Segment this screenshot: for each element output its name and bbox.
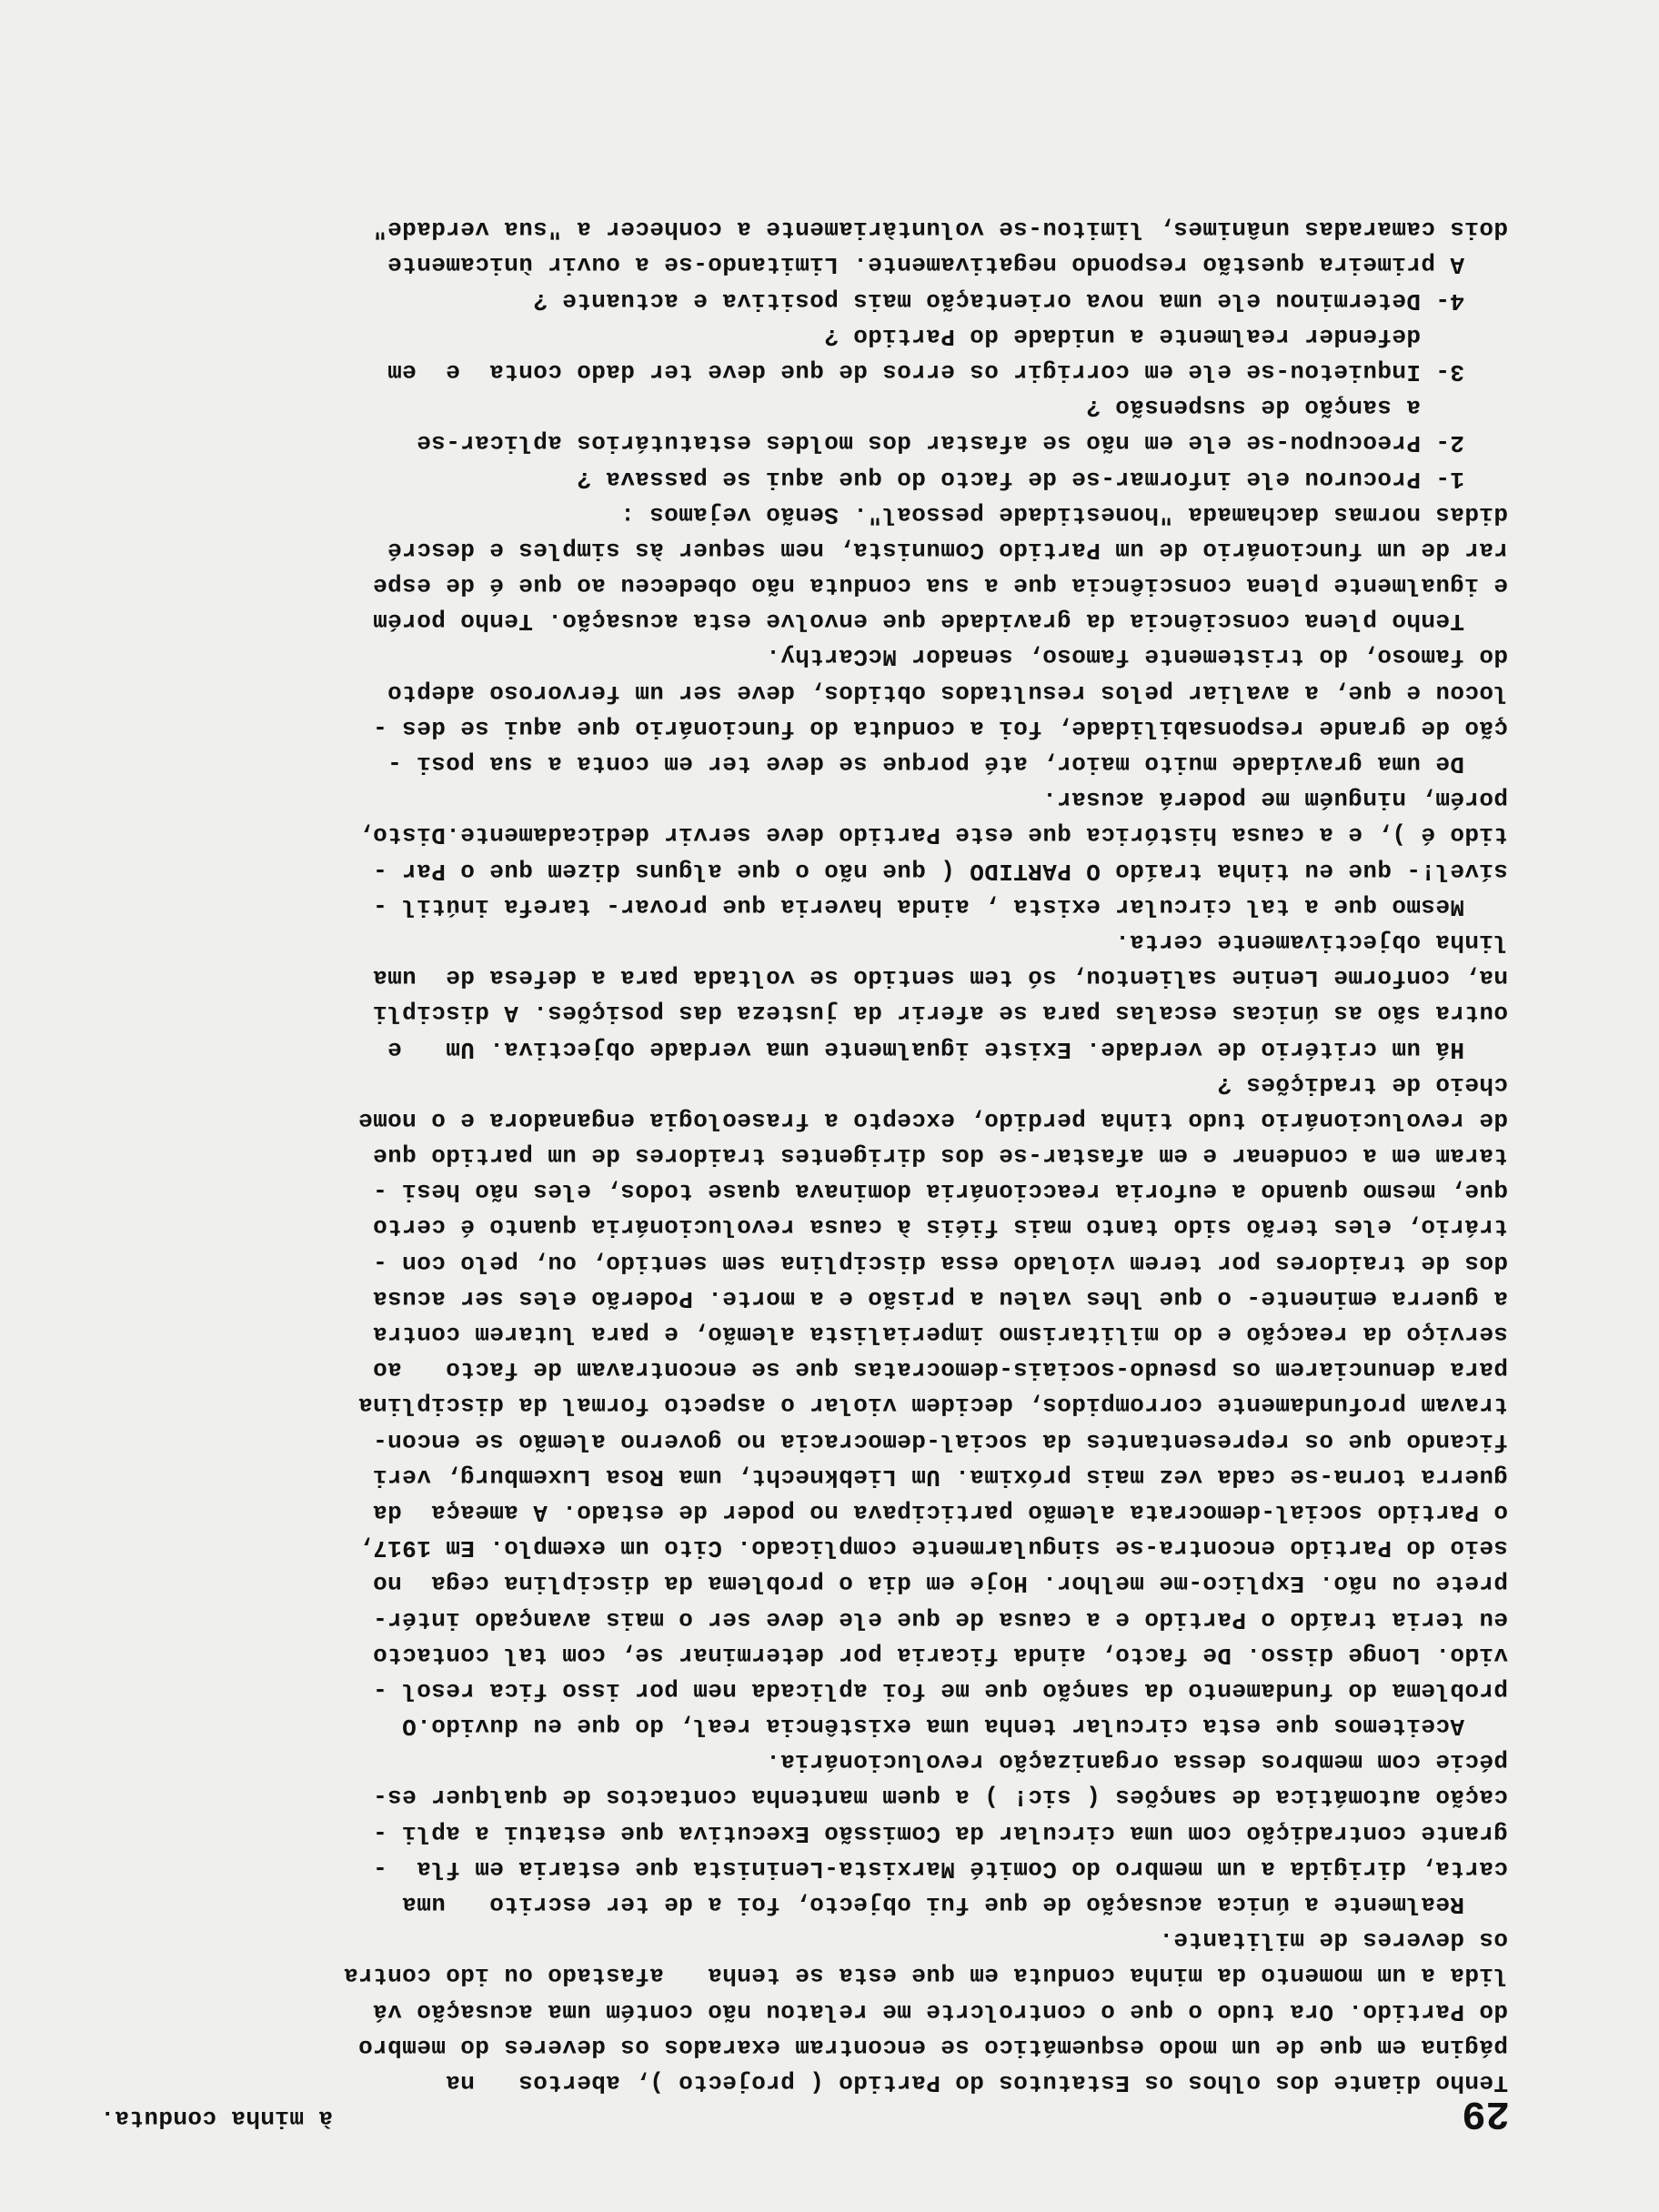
- body-text-line: do Partido. Ora tudo o que o controlcrte me relatou não contém uma acusação vá: [372, 1997, 1508, 2026]
- body-text-line: Mesmo que a tal circular exista , ainda haveria que provar- tarefa inútil -: [372, 892, 1508, 920]
- body-text-line: lida a um momento da minha conduta em que esta se tenha afastado ou ido contra: [343, 1962, 1508, 1990]
- body-text-line: dos de traidores por terem violado essa disciplina sem sentido, ou, pelo con -: [372, 1249, 1508, 1277]
- body-text-line: a guerra eminente- o que lhes valeu a prisão e a morte. Poderão eles ser acusa: [372, 1284, 1508, 1312]
- body-text-line: locou e que, a avaliar pelos resultados obtidos, deve ser um fervoroso adepto: [387, 679, 1508, 707]
- body-text-line: Há um critério de verdade. Existe igualmente uma verdade objectiva. Um e: [387, 1035, 1508, 1063]
- body-text-line: e igualmente plena consciência que a sua conduta não obedeceu ao que é de espe: [372, 572, 1508, 600]
- body-text-line: sível!- que eu tinha traído O PARTIDO ( que não o que alguns dizem que o Par -: [372, 857, 1508, 885]
- body-text-line: outra são as únicas escalas para se aferir da justeza das posições. A discipli: [372, 1000, 1508, 1028]
- body-text-line: vido. Longe disso. De facto, ainda ficaria por determinar se, com tal contacto: [372, 1641, 1508, 1669]
- body-text-line: Aceitemos que esta circular tenha uma existência real, do que eu duvido.O: [401, 1713, 1508, 1741]
- body-text-line: de revolucionário tudo tinha perdido, excepto a fraseologia enganadora e o nome: [357, 1106, 1508, 1134]
- body-text-line: do famoso, do tristemente famoso, senador McCarthy.: [765, 643, 1508, 671]
- body-text-line: que, mesmo quando a euforia reaccionária dominava quase todos, eles não hesi -: [372, 1178, 1508, 1206]
- body-text-line: seio do Partido encontra-se singularmente complicado. Cito um exemplo. Em 1917,: [357, 1534, 1508, 1563]
- body-text-line: didas normas dachamada "honestidade pessoal". Senão vejamos :: [619, 500, 1508, 528]
- body-text-line: problema do fundamento da sanção que me foi aplicada nem por isso fica resol -: [372, 1676, 1508, 1704]
- body-text-line: cheio de tradições ?: [1216, 1071, 1508, 1099]
- page-number: 29: [1462, 2090, 1510, 2136]
- body-text-line: tido é ), e a causa histórica que este Partido deve servir dedicadamente.Disto,: [357, 821, 1508, 850]
- body-text-line: De uma gravidade muito maior, até porque se deve ter em conta a sua posi -: [387, 750, 1508, 779]
- body-text-line: prete ou não. Explico-me melhor. Hoje em dia o problema da disciplina cega no: [372, 1570, 1508, 1598]
- body-text: [80, 211, 1508, 2100]
- body-text-line: 2- Preocupou-se ele em não se afastar dos moldes estatutários aplicar-se: [416, 429, 1508, 457]
- body-text-line: Tenho plena consciência da gravidade que envolve esta acusação. Tenho porém: [372, 608, 1508, 636]
- body-text-line: na, conforme Lenine salientou, só tem sentido se voltada para a defesa de uma: [372, 964, 1508, 992]
- body-text-line: 3- Inquietou-se ele em corrigir os erros de que deve ter dado conta e em: [387, 358, 1508, 386]
- body-text-line: página em que de um modo esquemático se encontram exarados os deveres do membro: [357, 2033, 1508, 2061]
- body-text-line: grante contradição com uma circular da Comissão Executiva que estatui a apli -: [372, 1819, 1508, 1847]
- body-text-line: Realmente a única acusação de que fui objecto, foi a de ter escrito uma: [401, 1891, 1508, 1919]
- header-text-block: [100, 2100, 333, 2136]
- body-text-line: carta, dirigida a um membro do Comité Marxista-Leninista que estaria em fla -: [372, 1855, 1508, 1883]
- header-line-text: à minha conduta.: [99, 2105, 333, 2132]
- body-text-line: eu teria traído o Partido e a causa de que ele deve ser o mais avançado intér-: [372, 1605, 1508, 1634]
- body-text-line: defender realmente a unidade do Partido ?: [823, 322, 1508, 350]
- body-text-line: para denunciarem os pseudo-sociais-democratas que se encontravam de facto ao: [372, 1356, 1508, 1384]
- body-text-line: Tenho diante dos olhos os Estatutos do Partido ( projecto ), abertos na: [445, 2069, 1508, 2096]
- body-text-line: a sanção de suspensão ?: [1085, 394, 1508, 422]
- body-text-line: guerra torna-se cada vez mais próxima. Um Liebknecht, uma Rosa Luxemburg, veri: [372, 1463, 1508, 1491]
- body-text-line: o Partido social-democrata alemão participava no poder de estado. A ameaça da: [372, 1499, 1508, 1526]
- body-text-line: dois camaradas unânimes, limitou-se voluntàriamente a conhecer a "sua verdade": [372, 216, 1508, 244]
- body-text-line: linha objectivamente certa.: [1114, 929, 1508, 956]
- body-text-line: cação automática de sanções ( sic! ) a quem mantenha contactos de qualquer es-: [372, 1784, 1508, 1812]
- body-text-line: serviço da reacção e do militarismo imperialista alemão, e para lutarem contra: [372, 1321, 1508, 1349]
- body-text-line: 4- Determinou ele uma nova orientação mais positiva e actuante ?: [532, 287, 1508, 315]
- body-text-line: trário, eles terão sido tanto mais fiéis à causa revolucionária quanto é certo: [372, 1213, 1508, 1242]
- body-text-line: ção de grande responsabilidade, foi a conduta do funcionário que aqui se des -: [372, 714, 1508, 742]
- body-text-line: pécie com membros dessa organização revolucionária.: [765, 1748, 1508, 1776]
- body-text-line: ficando que os representantes da social-democracia no governo alemão se encon-: [372, 1427, 1508, 1455]
- body-text-line: travam profundamente corrompidos, decidem violar o aspecto formal da disciplina: [357, 1392, 1508, 1420]
- body-text-line: os deveres de militante.: [1158, 1926, 1508, 1955]
- body-text-line: A primeira questão respondo negativamente. Limitando-se a ouvir ùnicamente: [387, 251, 1508, 279]
- body-text-line: rar de um funcionário de um Partido Comunista, nem sequer às simples e descré: [387, 536, 1508, 564]
- body-text-line: 1- Procurou ele informar-se de facto do que aqui se passava ?: [576, 465, 1508, 493]
- page-header-text: [100, 2100, 333, 2136]
- body-text-line: taram em a condenar e em afastar-se dos dirigentes traidores de um partido que: [372, 1142, 1508, 1171]
- body-text-line: porém, ninguém me poderá acusar.: [1041, 786, 1508, 814]
